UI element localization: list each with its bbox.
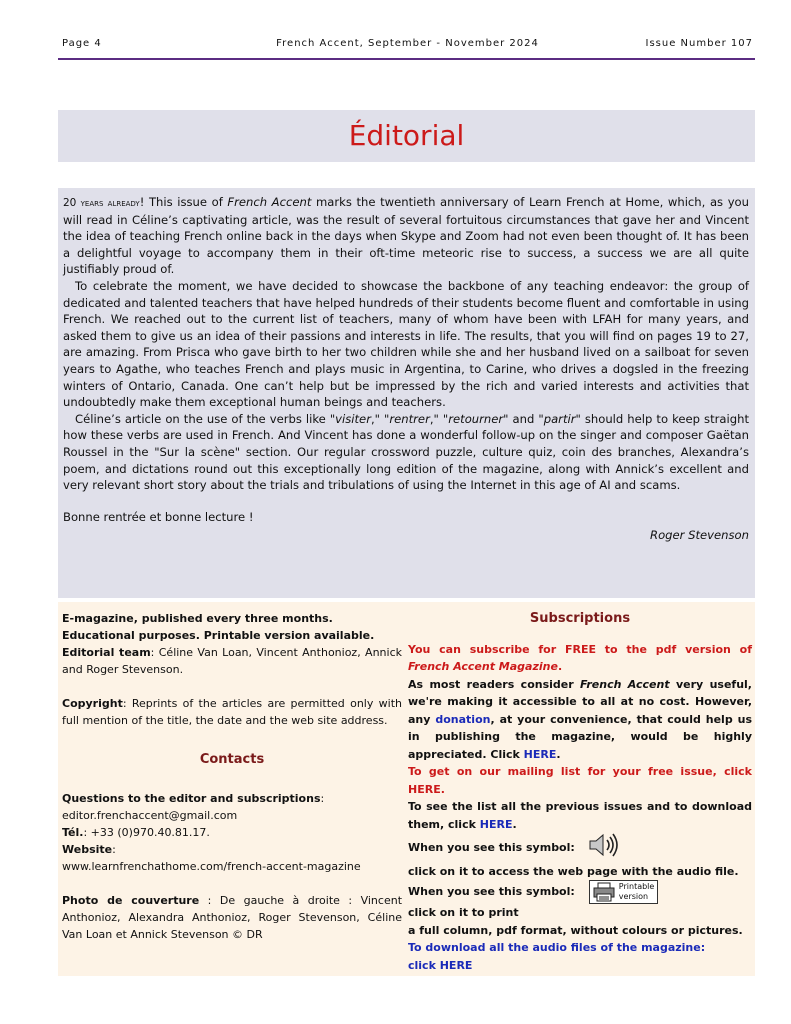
info-column	[62, 610, 402, 943]
print-symbol-instruction-2: a full column, pdf format, without colours or pictures.	[408, 923, 743, 937]
editorial-closing: Bonne rentrée et bonne lecture !	[63, 509, 254, 524]
publication-title: French Accent, September - November 2024	[276, 38, 539, 49]
issue-number: Issue Number 107	[645, 38, 753, 49]
page-number: Page 4	[62, 38, 102, 49]
page-title: Éditorial	[348, 119, 465, 152]
print-symbol-instruction-1: click on it to print	[408, 906, 519, 919]
free-subscription: You can subscribe for FREE to the pdf version of French Accent Magazine.	[408, 642, 752, 673]
editorial-paragraph-2: To celebrate the moment, we have decided to showcase the backbone of any teaching endeavor: the group of dedicated and talented teachers that have helped hundreds of their students become fluent and comfortable in using French. We reached out to the current list of teachers, many of whom have been with LFAH for many years, and asked them to give us an idea of their passions and interests in life. The results, that you will find on pages 19 to 27, are amazing. From Prisca who gave birth to her two children while she and her husband lived on a sailboat for seven years to Agathe, who teaches French and plays music in Argentina, to Carine, who drives a dogsled in the freezing winters of Ontario, Canada. One can’t help but be impressed by the rich and varied interests and activities that undoubtedly make them exceptional human beings and teachers.	[63, 278, 749, 410]
audio-download-text: To download all the audio files of the magazine:	[408, 941, 706, 954]
editorial-paragraph-3: Céline’s article on the use of the verbs like "visiter," "rentrer," "retourner" and "partir" should help to keep straight how these verbs are used in French. And Vincent has done a wonderful follow-up on the singer and composer Gaëtan Roussel in the "Sur la scène" section. Our regular crossword puzzle, culture quiz, coin des branches, Alexandra’s poem, and dictations round out this exceptionally long edition of the magazine, along with Annick’s excellent and very relevant short story about the trials and tribulations of using the Internet in this age of AI and scams.	[63, 411, 749, 493]
subscriptions-column	[408, 610, 752, 974]
previous-issues-here-link[interactable]: HERE	[479, 817, 513, 831]
subscriptions-heading: Subscriptions	[529, 611, 631, 626]
print-symbol-line: When you see this symbol: Printable version	[408, 880, 752, 904]
info-line-2: Educational purposes. Printable version available.	[62, 629, 375, 642]
speaker-icon[interactable]	[587, 833, 623, 863]
website-label: Website:	[62, 843, 116, 856]
cover-photo-credit: Photo de couverture : De gauche à droite : Vincent Anthonioz, Alexandra Anthonioz, Roger Stevenson, Céline Van Loan et Annick Stevenson © DR	[62, 894, 403, 941]
printer-icon[interactable]	[589, 880, 659, 904]
editor-email[interactable]: editor.frenchaccent@gmail.com	[62, 809, 238, 822]
audio-symbol-instruction: click on it to access the web page with the audio file.	[408, 864, 739, 878]
editorial-article	[58, 188, 755, 598]
audio-symbol-line: When you see this symbol:	[408, 833, 752, 863]
editorial-team: Editorial team: Céline Van Loan, Vincent Anthonioz, Annick and Roger Stevenson.	[62, 646, 403, 676]
mailing-list-link[interactable]: To get on our mailing list for your free issue, click HERE.	[408, 765, 752, 796]
questions-label: Questions to the editor and subscriptions:	[62, 792, 325, 805]
magazine-name: French Accent	[227, 195, 312, 209]
contacts-heading: Contacts	[199, 752, 265, 767]
copyright-notice: Copyright: Reprints of the articles are permitted only with full mention of the title, the date and the web site address.	[62, 697, 402, 727]
info-line-1: E-magazine, published every three months.	[62, 612, 333, 625]
title-banner	[58, 110, 755, 162]
previous-issues: To see the list all the previous issues and to download them, click HERE.	[408, 800, 752, 831]
info-panel	[58, 602, 755, 976]
website-link[interactable]: www.learnfrenchathome.com/french-accent-magazine	[62, 860, 361, 873]
page-header	[60, 38, 755, 60]
donation-text: As most readers consider French Accent very useful, we're making it accessible to all at no cost. However, any donation, at your convenience, that could help us in publishing the magazine, would be highly appreciated. Click HERE.	[408, 677, 752, 761]
printer-icon-label: Printable version	[618, 882, 655, 901]
donation-here-link[interactable]: HERE	[523, 747, 557, 761]
lead-in: 20 years already	[63, 197, 140, 209]
telephone: Tél.: +33 (0)970.40.81.17.	[62, 826, 210, 839]
header-rule	[58, 58, 755, 60]
donation-link[interactable]: donation	[435, 712, 491, 726]
editorial-paragraph-1: 20 years already! This issue of French Accent marks the twentieth anniversary of Learn French at Home, which, as you will read in Céline’s captivating article, was the result of several fortuitous circumstances that gave her and Vincent the idea of teaching French online back in the days when Skype and Zoom had not even been thought of. It has been a delightful voyage to accompany them in their oft-time meteoric rise to success, a success we are all quite justifiably proud of.	[63, 195, 749, 277]
editorial-signature: Roger Stevenson	[650, 528, 749, 543]
audio-download-link[interactable]: click HERE	[408, 958, 473, 972]
